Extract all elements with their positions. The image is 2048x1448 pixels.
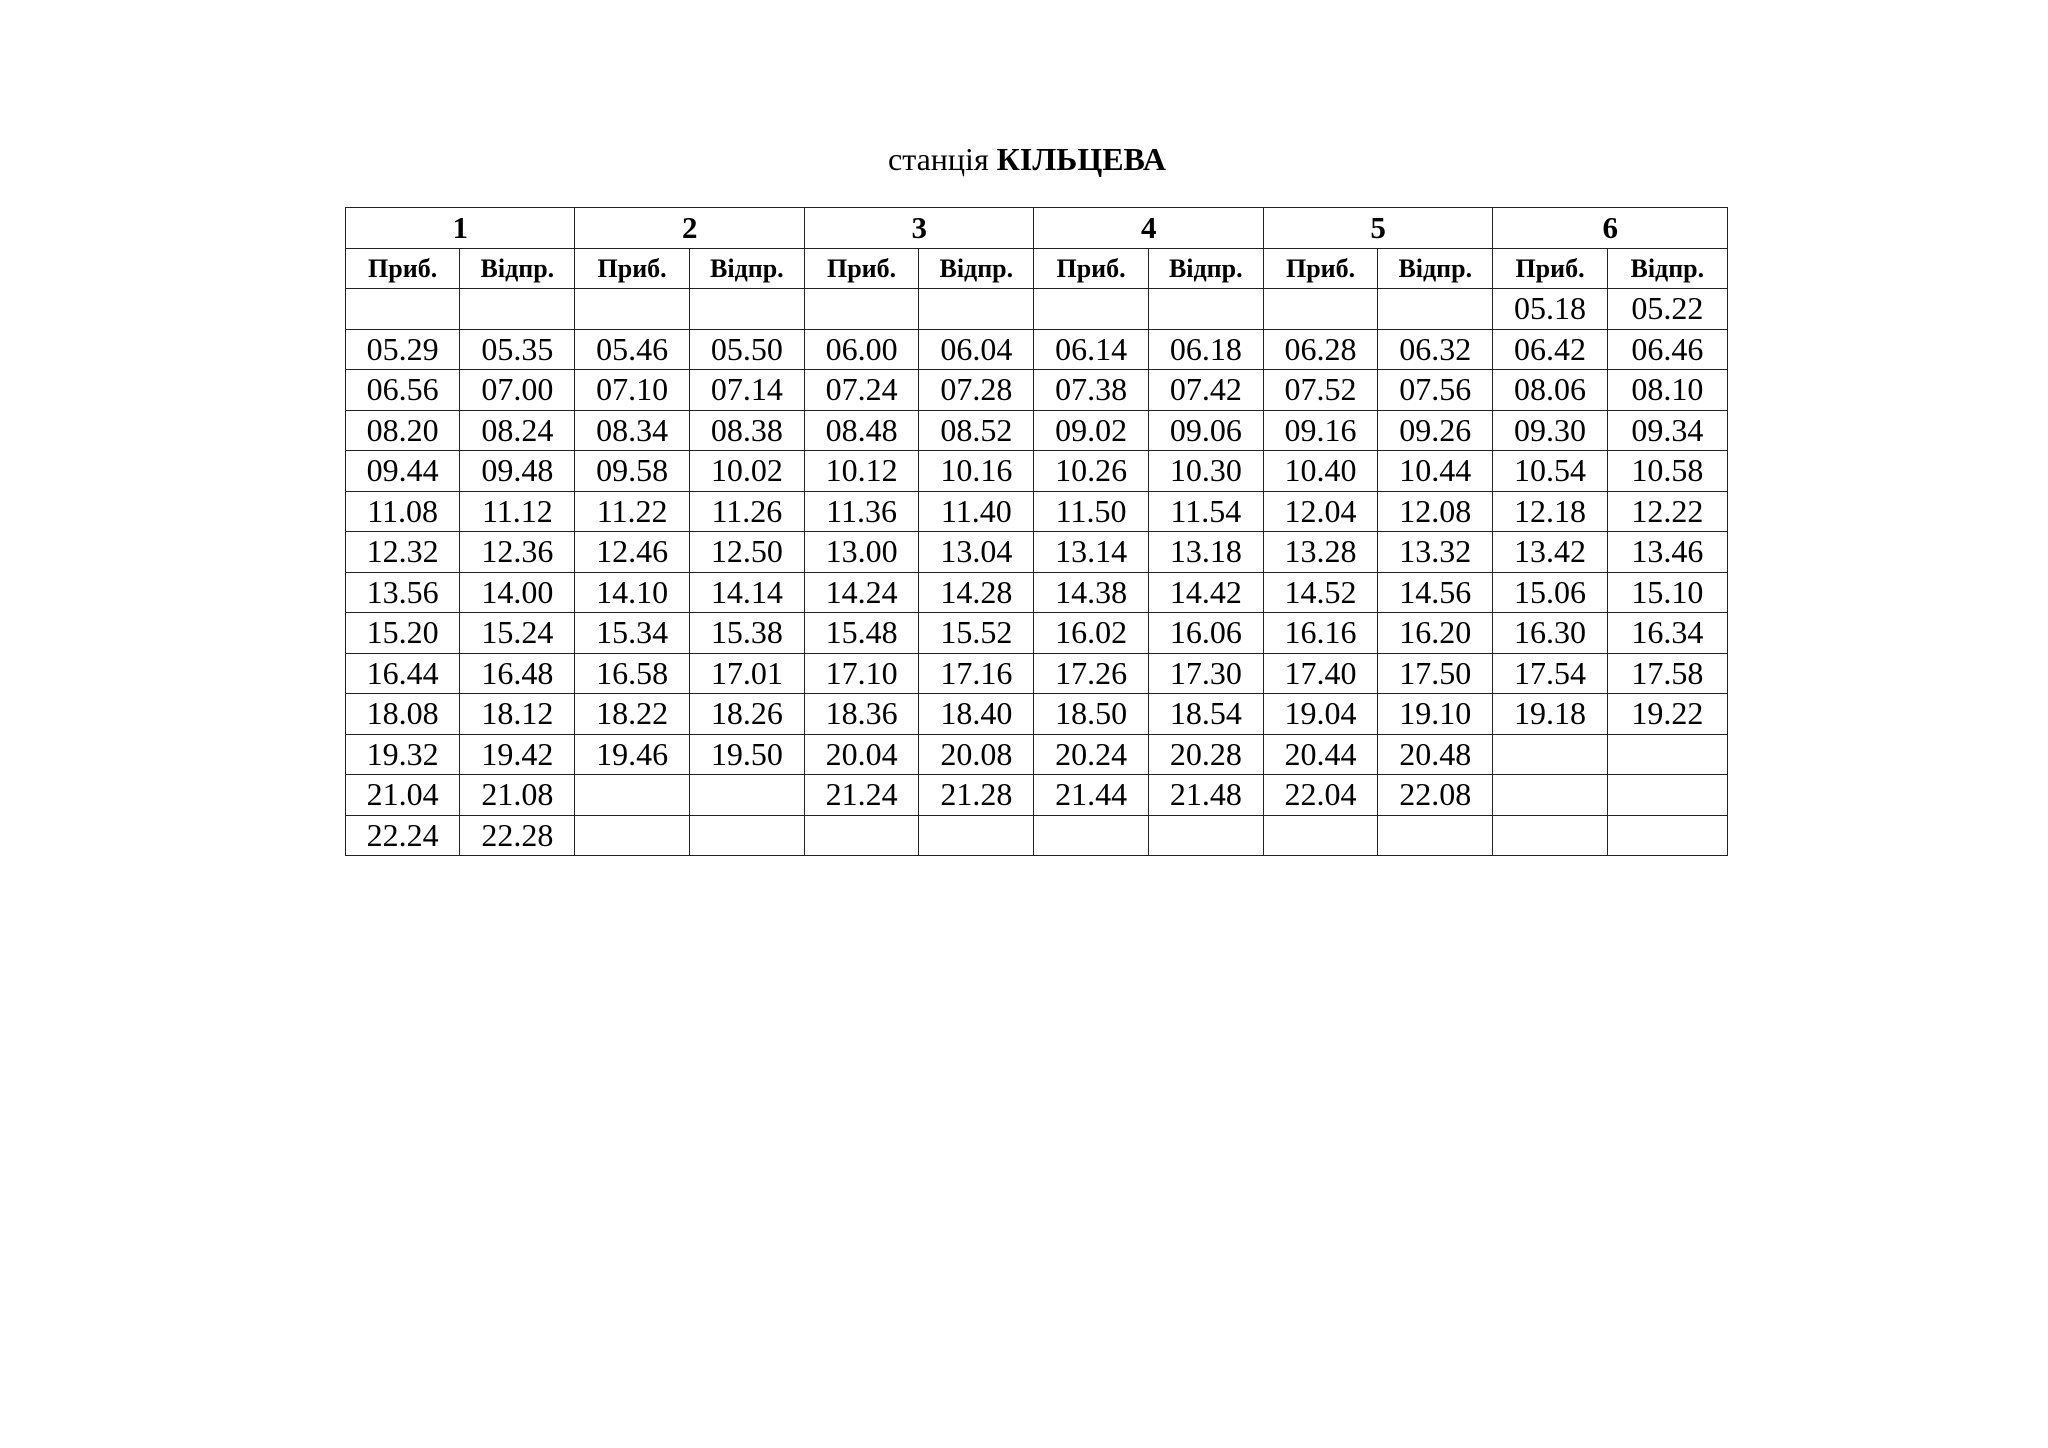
arrival-time-cell: 07.10 [575, 370, 689, 411]
departure-time-cell: 16.34 [1607, 613, 1727, 654]
departure-time-cell: 14.42 [1148, 572, 1263, 613]
departure-time-cell [919, 289, 1034, 330]
arrival-time-cell: 14.24 [804, 572, 918, 613]
arrival-time-cell: 13.28 [1263, 532, 1377, 573]
arrival-time-cell [1263, 815, 1377, 856]
arrival-time-cell: 14.10 [575, 572, 689, 613]
departure-time-cell: 21.28 [919, 775, 1034, 816]
departure-time-cell: 08.38 [689, 410, 804, 451]
arrival-time-cell: 06.14 [1034, 329, 1148, 370]
arrival-time-cell: 15.20 [346, 613, 460, 654]
departure-time-cell: 06.46 [1607, 329, 1727, 370]
arrival-time-cell: 20.44 [1263, 734, 1377, 775]
arrival-header: Приб. [1263, 249, 1377, 289]
arrival-time-cell: 11.50 [1034, 491, 1148, 532]
arrival-time-cell [346, 289, 460, 330]
arrival-time-cell: 19.04 [1263, 694, 1377, 735]
arrival-time-cell: 14.38 [1034, 572, 1148, 613]
table-row [346, 491, 1728, 532]
table-row [346, 410, 1728, 451]
departure-time-cell: 20.28 [1148, 734, 1263, 775]
arrival-time-cell: 22.04 [1263, 775, 1377, 816]
departure-time-cell: 20.08 [919, 734, 1034, 775]
arrival-time-cell: 12.32 [346, 532, 460, 573]
departure-time-cell: 19.50 [689, 734, 804, 775]
arrival-time-cell: 20.24 [1034, 734, 1148, 775]
arrival-time-cell: 17.54 [1493, 653, 1607, 694]
arrival-time-cell: 17.40 [1263, 653, 1377, 694]
arrival-header: Приб. [1034, 249, 1148, 289]
departure-time-cell: 16.48 [460, 653, 575, 694]
arrival-time-cell: 22.24 [346, 815, 460, 856]
departure-time-cell: 14.14 [689, 572, 804, 613]
departure-time-cell [689, 775, 804, 816]
departure-time-cell: 07.14 [689, 370, 804, 411]
arrival-time-cell: 06.42 [1493, 329, 1607, 370]
arrival-time-cell: 12.18 [1493, 491, 1607, 532]
departure-header: Відпр. [1607, 249, 1727, 289]
arrival-time-cell: 18.22 [575, 694, 689, 735]
train-number-header: 1 [346, 208, 575, 249]
departure-time-cell [1148, 289, 1263, 330]
arrival-time-cell: 09.30 [1493, 410, 1607, 451]
departure-time-cell: 18.54 [1148, 694, 1263, 735]
arrival-time-cell: 18.08 [346, 694, 460, 735]
departure-time-cell: 10.02 [689, 451, 804, 492]
arrival-time-cell: 10.26 [1034, 451, 1148, 492]
table-row [346, 775, 1728, 816]
arrival-time-cell: 11.08 [346, 491, 460, 532]
arrival-time-cell: 13.56 [346, 572, 460, 613]
arrival-time-cell: 17.10 [804, 653, 918, 694]
departure-header: Відпр. [460, 249, 575, 289]
arrival-time-cell: 21.24 [804, 775, 918, 816]
departure-time-cell: 12.36 [460, 532, 575, 573]
departure-time-cell: 18.40 [919, 694, 1034, 735]
arrival-time-cell: 11.36 [804, 491, 918, 532]
departure-time-cell: 06.04 [919, 329, 1034, 370]
departure-time-cell [1607, 815, 1727, 856]
arrival-time-cell: 19.46 [575, 734, 689, 775]
station-name: КІЛЬЦЕВА [996, 141, 1166, 177]
departure-time-cell: 16.20 [1378, 613, 1493, 654]
departure-time-cell: 15.10 [1607, 572, 1727, 613]
departure-time-cell [689, 289, 804, 330]
departure-time-cell: 05.35 [460, 329, 575, 370]
departure-time-cell: 15.38 [689, 613, 804, 654]
timetable [345, 207, 1728, 856]
departure-time-cell: 07.00 [460, 370, 575, 411]
departure-time-cell: 17.50 [1378, 653, 1493, 694]
arrival-time-cell: 16.02 [1034, 613, 1148, 654]
arrival-time-cell [1034, 289, 1148, 330]
arrival-time-cell: 08.20 [346, 410, 460, 451]
departure-time-cell: 17.16 [919, 653, 1034, 694]
arrival-time-cell: 12.46 [575, 532, 689, 573]
departure-time-cell: 14.00 [460, 572, 575, 613]
arrival-time-cell: 10.40 [1263, 451, 1377, 492]
arrival-time-cell: 09.58 [575, 451, 689, 492]
arrival-time-cell: 12.04 [1263, 491, 1377, 532]
departure-time-cell: 15.52 [919, 613, 1034, 654]
arrival-header: Приб. [804, 249, 918, 289]
departure-time-cell: 12.22 [1607, 491, 1727, 532]
departure-time-cell: 22.28 [460, 815, 575, 856]
departure-header: Відпр. [1378, 249, 1493, 289]
arrival-time-cell: 16.58 [575, 653, 689, 694]
departure-time-cell [1148, 815, 1263, 856]
train-number-row [346, 208, 1728, 249]
departure-time-cell: 13.18 [1148, 532, 1263, 573]
departure-time-cell: 14.56 [1378, 572, 1493, 613]
page-title [0, 139, 2048, 179]
departure-time-cell: 07.28 [919, 370, 1034, 411]
departure-time-cell: 19.22 [1607, 694, 1727, 735]
departure-time-cell: 10.44 [1378, 451, 1493, 492]
departure-time-cell: 11.40 [919, 491, 1034, 532]
arrival-time-cell: 05.29 [346, 329, 460, 370]
table-row [346, 734, 1728, 775]
departure-time-cell [689, 815, 804, 856]
arrival-time-cell: 16.30 [1493, 613, 1607, 654]
arrival-time-cell: 14.52 [1263, 572, 1377, 613]
arrival-time-cell: 07.52 [1263, 370, 1377, 411]
departure-time-cell: 13.46 [1607, 532, 1727, 573]
departure-time-cell: 19.10 [1378, 694, 1493, 735]
timetable-body [346, 289, 1728, 856]
departure-time-cell: 18.26 [689, 694, 804, 735]
departure-time-cell: 07.56 [1378, 370, 1493, 411]
arrival-header: Приб. [346, 249, 460, 289]
departure-time-cell: 19.42 [460, 734, 575, 775]
departure-time-cell: 09.34 [1607, 410, 1727, 451]
departure-time-cell: 12.50 [689, 532, 804, 573]
departure-time-cell: 09.48 [460, 451, 575, 492]
arrival-time-cell [575, 815, 689, 856]
train-number-header: 3 [804, 208, 1033, 249]
arrival-time-cell: 19.18 [1493, 694, 1607, 735]
departure-time-cell [1607, 734, 1727, 775]
table-row [346, 653, 1728, 694]
arrival-departure-row [346, 249, 1728, 289]
departure-time-cell: 21.48 [1148, 775, 1263, 816]
departure-time-cell: 13.04 [919, 532, 1034, 573]
table-row [346, 289, 1728, 330]
arrival-time-cell: 18.36 [804, 694, 918, 735]
arrival-time-cell: 08.48 [804, 410, 918, 451]
arrival-time-cell: 07.38 [1034, 370, 1148, 411]
departure-time-cell: 05.50 [689, 329, 804, 370]
arrival-time-cell: 05.46 [575, 329, 689, 370]
departure-time-cell: 18.12 [460, 694, 575, 735]
arrival-time-cell [1493, 734, 1607, 775]
departure-time-cell: 11.12 [460, 491, 575, 532]
arrival-time-cell: 15.34 [575, 613, 689, 654]
table-row [346, 815, 1728, 856]
departure-time-cell: 20.48 [1378, 734, 1493, 775]
table-row [346, 451, 1728, 492]
departure-header: Відпр. [689, 249, 804, 289]
arrival-time-cell: 18.50 [1034, 694, 1148, 735]
departure-time-cell: 06.32 [1378, 329, 1493, 370]
departure-time-cell: 06.18 [1148, 329, 1263, 370]
arrival-time-cell: 07.24 [804, 370, 918, 411]
arrival-time-cell: 05.18 [1493, 289, 1607, 330]
arrival-time-cell: 09.16 [1263, 410, 1377, 451]
title-prefix: станція [888, 141, 989, 177]
arrival-time-cell: 15.06 [1493, 572, 1607, 613]
departure-time-cell: 21.08 [460, 775, 575, 816]
arrival-time-cell: 06.56 [346, 370, 460, 411]
table-row [346, 694, 1728, 735]
departure-time-cell: 15.24 [460, 613, 575, 654]
arrival-time-cell [1493, 815, 1607, 856]
arrival-time-cell: 06.28 [1263, 329, 1377, 370]
train-number-header: 4 [1034, 208, 1263, 249]
arrival-time-cell: 21.44 [1034, 775, 1148, 816]
arrival-time-cell: 10.54 [1493, 451, 1607, 492]
departure-time-cell: 07.42 [1148, 370, 1263, 411]
arrival-time-cell [1263, 289, 1377, 330]
table-row [346, 572, 1728, 613]
arrival-time-cell: 10.12 [804, 451, 918, 492]
arrival-time-cell [1034, 815, 1148, 856]
arrival-time-cell [804, 815, 918, 856]
arrival-time-cell: 09.44 [346, 451, 460, 492]
departure-time-cell [1607, 775, 1727, 816]
departure-time-cell: 08.10 [1607, 370, 1727, 411]
departure-time-cell: 08.52 [919, 410, 1034, 451]
arrival-time-cell: 13.00 [804, 532, 918, 573]
arrival-time-cell: 16.16 [1263, 613, 1377, 654]
table-row [346, 532, 1728, 573]
train-number-header: 5 [1263, 208, 1492, 249]
departure-time-cell: 05.22 [1607, 289, 1727, 330]
departure-time-cell: 09.26 [1378, 410, 1493, 451]
departure-time-cell: 08.24 [460, 410, 575, 451]
table-row [346, 613, 1728, 654]
departure-time-cell [1378, 289, 1493, 330]
table-row [346, 329, 1728, 370]
arrival-header: Приб. [1493, 249, 1607, 289]
arrival-header: Приб. [575, 249, 689, 289]
departure-header: Відпр. [919, 249, 1034, 289]
arrival-time-cell [575, 775, 689, 816]
departure-time-cell: 10.16 [919, 451, 1034, 492]
departure-time-cell: 22.08 [1378, 775, 1493, 816]
departure-header: Відпр. [1148, 249, 1263, 289]
departure-time-cell: 17.58 [1607, 653, 1727, 694]
arrival-time-cell: 06.00 [804, 329, 918, 370]
arrival-time-cell: 13.14 [1034, 532, 1148, 573]
train-number-header: 6 [1493, 208, 1728, 249]
arrival-time-cell: 13.42 [1493, 532, 1607, 573]
arrival-time-cell: 11.22 [575, 491, 689, 532]
arrival-time-cell [575, 289, 689, 330]
arrival-time-cell: 20.04 [804, 734, 918, 775]
departure-time-cell [919, 815, 1034, 856]
departure-time-cell: 13.32 [1378, 532, 1493, 573]
arrival-time-cell: 15.48 [804, 613, 918, 654]
train-number-header: 2 [575, 208, 804, 249]
table-row [346, 370, 1728, 411]
departure-time-cell: 12.08 [1378, 491, 1493, 532]
arrival-time-cell [1493, 775, 1607, 816]
departure-time-cell: 11.54 [1148, 491, 1263, 532]
departure-time-cell [460, 289, 575, 330]
departure-time-cell: 10.58 [1607, 451, 1727, 492]
departure-time-cell: 14.28 [919, 572, 1034, 613]
departure-time-cell: 16.06 [1148, 613, 1263, 654]
departure-time-cell: 09.06 [1148, 410, 1263, 451]
departure-time-cell [1378, 815, 1493, 856]
arrival-time-cell: 19.32 [346, 734, 460, 775]
arrival-time-cell: 08.06 [1493, 370, 1607, 411]
arrival-time-cell: 16.44 [346, 653, 460, 694]
arrival-time-cell: 08.34 [575, 410, 689, 451]
departure-time-cell: 11.26 [689, 491, 804, 532]
arrival-time-cell: 09.02 [1034, 410, 1148, 451]
departure-time-cell: 17.01 [689, 653, 804, 694]
arrival-time-cell: 17.26 [1034, 653, 1148, 694]
departure-time-cell: 10.30 [1148, 451, 1263, 492]
departure-time-cell: 17.30 [1148, 653, 1263, 694]
arrival-time-cell: 21.04 [346, 775, 460, 816]
arrival-time-cell [804, 289, 918, 330]
